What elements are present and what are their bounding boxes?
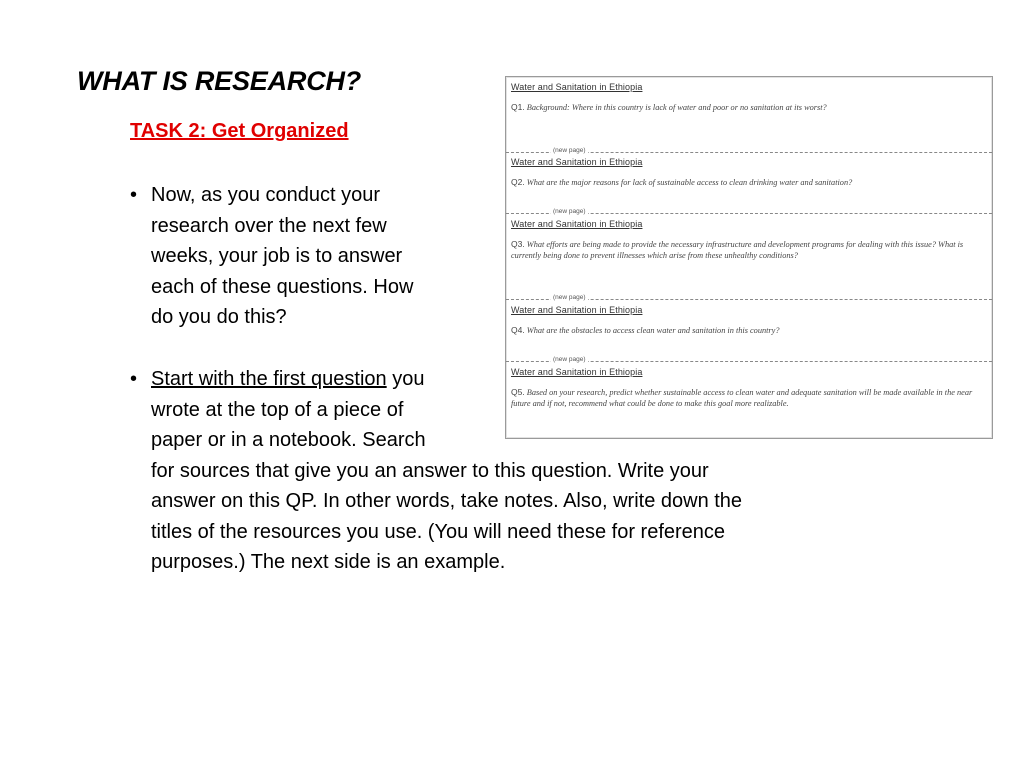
worksheet-question (511, 239, 987, 261)
bullet-line: paper or in a notebook. Search (151, 429, 426, 451)
worksheet-heading: Water and Sanitation in Ethiopia (511, 157, 643, 167)
bullet-line: weeks, your job is to answer (151, 245, 403, 267)
question-number: Q5. (511, 387, 525, 397)
bullet-line: titles of the resources you use. (You will need these for reference (151, 520, 726, 543)
question-text: What efforts are being made to provide the necessary infrastructure and development programs for dealing with this issue? What is currently being done to prevent illnesses which arise from these unhealthy conditions? (511, 240, 964, 260)
worksheet-question (511, 177, 987, 189)
worksheet-question (511, 387, 987, 409)
question-text: What are the major reasons for lack of sustainable access to clean drinking water and sanitation? (526, 178, 853, 187)
worksheet-section-3 (511, 219, 987, 261)
slide-title: WHAT IS RESEARCH? (77, 66, 362, 96)
bullet-icon: • (130, 368, 138, 390)
question-text: Background: Where in this country is lack of water and poor or no sanitation at its worst? (526, 103, 827, 112)
question-number: Q3. (511, 239, 525, 249)
bullet-text-rest: you (386, 368, 425, 390)
bullet-line: purposes.) The next side is an example. (151, 551, 506, 573)
underlined-phrase: Start with the first question (151, 368, 387, 390)
bullet-line: for sources that give you an answer to this question. Write your (151, 459, 709, 482)
worksheet-section-1 (511, 82, 987, 114)
worksheet-image (505, 76, 993, 439)
bullet-line: each of these questions. How (151, 275, 414, 298)
page-break-label: (new page) (553, 356, 586, 363)
bullet-icon: • (130, 184, 138, 206)
page-break-label: (new page) (553, 208, 586, 215)
question-number: Q2. (511, 177, 525, 187)
worksheet-heading: Water and Sanitation in Ethiopia (511, 82, 643, 92)
worksheet-section-2 (511, 157, 987, 189)
bullet-line: Now, as you conduct your (151, 184, 381, 206)
page-break-label: (new page) (553, 147, 586, 154)
worksheet-question (511, 102, 987, 114)
worksheet-heading: Water and Sanitation in Ethiopia (511, 367, 643, 377)
worksheet-question (511, 325, 987, 337)
bullet-line: wrote at the top of a piece of (151, 398, 404, 421)
question-number: Q1. (511, 102, 525, 112)
page-break-label: (new page) (553, 294, 586, 301)
bullet-line: answer on this QP. In other words, take notes. Also, write down the (151, 490, 743, 512)
worksheet-section-4 (511, 305, 987, 337)
question-text: What are the obstacles to access clean water and sanitation in this country? (526, 326, 780, 335)
worksheet-heading: Water and Sanitation in Ethiopia (511, 219, 643, 229)
bullet-text (151, 180, 413, 333)
task-heading: TASK 2: Get Organized (130, 120, 349, 142)
question-number: Q4. (511, 325, 525, 335)
worksheet-heading: Water and Sanitation in Ethiopia (511, 305, 643, 315)
bullet-line: research over the next few (151, 214, 387, 237)
question-text: Based on your research, predict whether sustainable access to clean water and adequate sanitation will be made available in the near future and if not, recommend what could be done to make this goal more realizable. (511, 388, 973, 408)
worksheet-section-5 (511, 367, 987, 409)
bullet-line: do you do this? (151, 306, 287, 328)
